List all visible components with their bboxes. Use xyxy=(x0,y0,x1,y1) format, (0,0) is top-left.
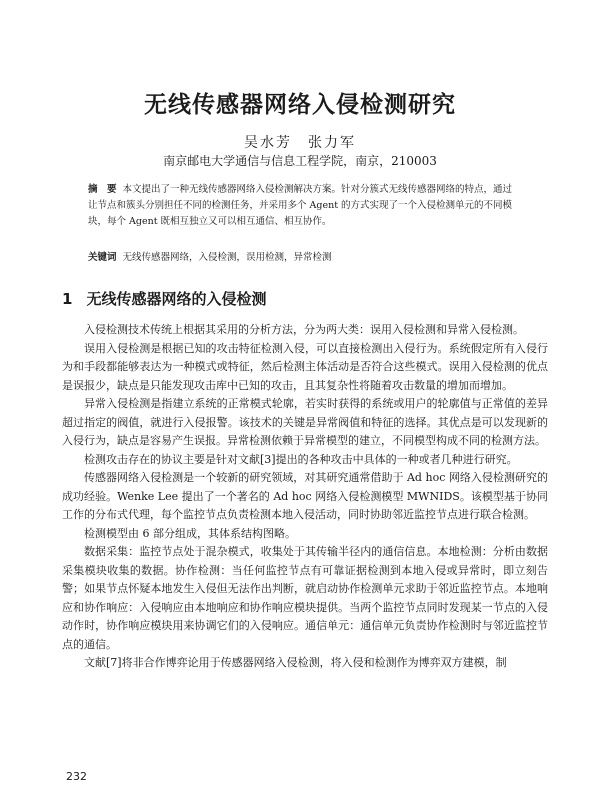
body-text xyxy=(62,321,548,673)
abstract-block xyxy=(88,182,518,230)
body-paragraph: 入侵检测技术传统上根据其采用的分析方法，分为两大类：误用入侵检测和异常入侵检测。 xyxy=(84,323,524,336)
body-paragraph: 异常入侵检测是指建立系统的正常模式轮廓，若实时获得的系统或用户的轮廓值与正常值的差异超过指定的阀值，就进行入侵报警。该技术的关键是异常阀值和特征的选择。其优点是可以发现新的入侵行为，缺点是容易产生误报。异常检测依赖于异常模型的建立，不同模型构成不同的检测方法。 xyxy=(62,397,548,447)
keywords-text: 无线传感器网络，入侵检测，误用检测，异常检测 xyxy=(122,252,332,263)
body-paragraph: 检测模型由 6 部分组成，其体系结构图略。 xyxy=(84,526,296,540)
paper-affiliation: 南京邮电大学通信与信息工程学院，南京，210003 xyxy=(163,154,437,168)
body-paragraph: 误用入侵检测是根据已知的攻击特征检测入侵，可以直接检测出入侵行为。系统假定所有入侵行为和手段都能够表达为一种模式或特征，然后检测主体活动是否符合这些模式。误用入侵检测的优点是误报少，缺点是只能发现攻击库中已知的攻击，且其复杂性将随着攻击数量的增加而增加。 xyxy=(62,341,548,392)
abstract-text: 本文提出了一种无线传感器网络入侵检测解决方案。针对分簇式无线传感器网络的特点，通过让节点和簇头分别担任不同的检测任务，并采用多个 Agent 的方式实现了一个入侵检测单元的不同模块，每个 Agent 既相互独立又可以相互通信、相互协作。 xyxy=(88,184,513,227)
section-title: 无线传感器网络的入侵检测 xyxy=(86,290,267,308)
body-paragraph: 检测攻击存在的协议主要是针对文献[3]提出的各种攻击中具体的一种或者几种进行研究。 xyxy=(84,452,518,466)
body-paragraph: 文献[7]将非合作博弈论用于传感器网络入侵检测，将入侵和检测作为博弈双方建模，制 xyxy=(84,656,507,669)
section-heading xyxy=(62,288,266,309)
paper-title: 无线传感器网络入侵检测研究 xyxy=(144,92,456,118)
paper-authors: 吴水芳 张力军 xyxy=(244,135,356,151)
abstract-label: 摘 要 xyxy=(88,184,117,195)
page-number: 232 xyxy=(66,770,87,783)
section-number: 1 xyxy=(62,290,73,308)
keywords-block xyxy=(88,250,518,266)
body-paragraph: 数据采集：监控节点处于混杂模式，收集处于其传输半径内的通信信息。本地检测：分析由数据采集模块收集的数据。协作检测：当任何监控节点有可靠证据检测到本地入侵或异常时，即立刻告警；如果节点怀疑本地发生入侵但无法作出判断，就启动协作检测单元求助于邻近监控节点。本地响应和协作响应：入侵响应由本地响应和协作响应模块提供。当两个监控节点同时发现某一节点的入侵动作时，协作响应模块用来协调它们的入侵响应。通信单元：通信单元负责协作检测时与邻近监控节点的通信。 xyxy=(62,545,548,651)
body-paragraph: 传感器网络入侵检测是一个较新的研究领域，对其研究通常借助于 Ad hoc 网络入侵检测研究的成功经验。Wenke Lee 提出了一个著名的 Ad hoc 网络入侵检测模型 MWNIDS。该模型基于协同工作的分布式代理，每个监控节点负责检测本地入侵活动，同时协助邻近监控节点进行联合检测。 xyxy=(62,471,548,521)
keywords-label: 关键词 xyxy=(88,252,117,263)
